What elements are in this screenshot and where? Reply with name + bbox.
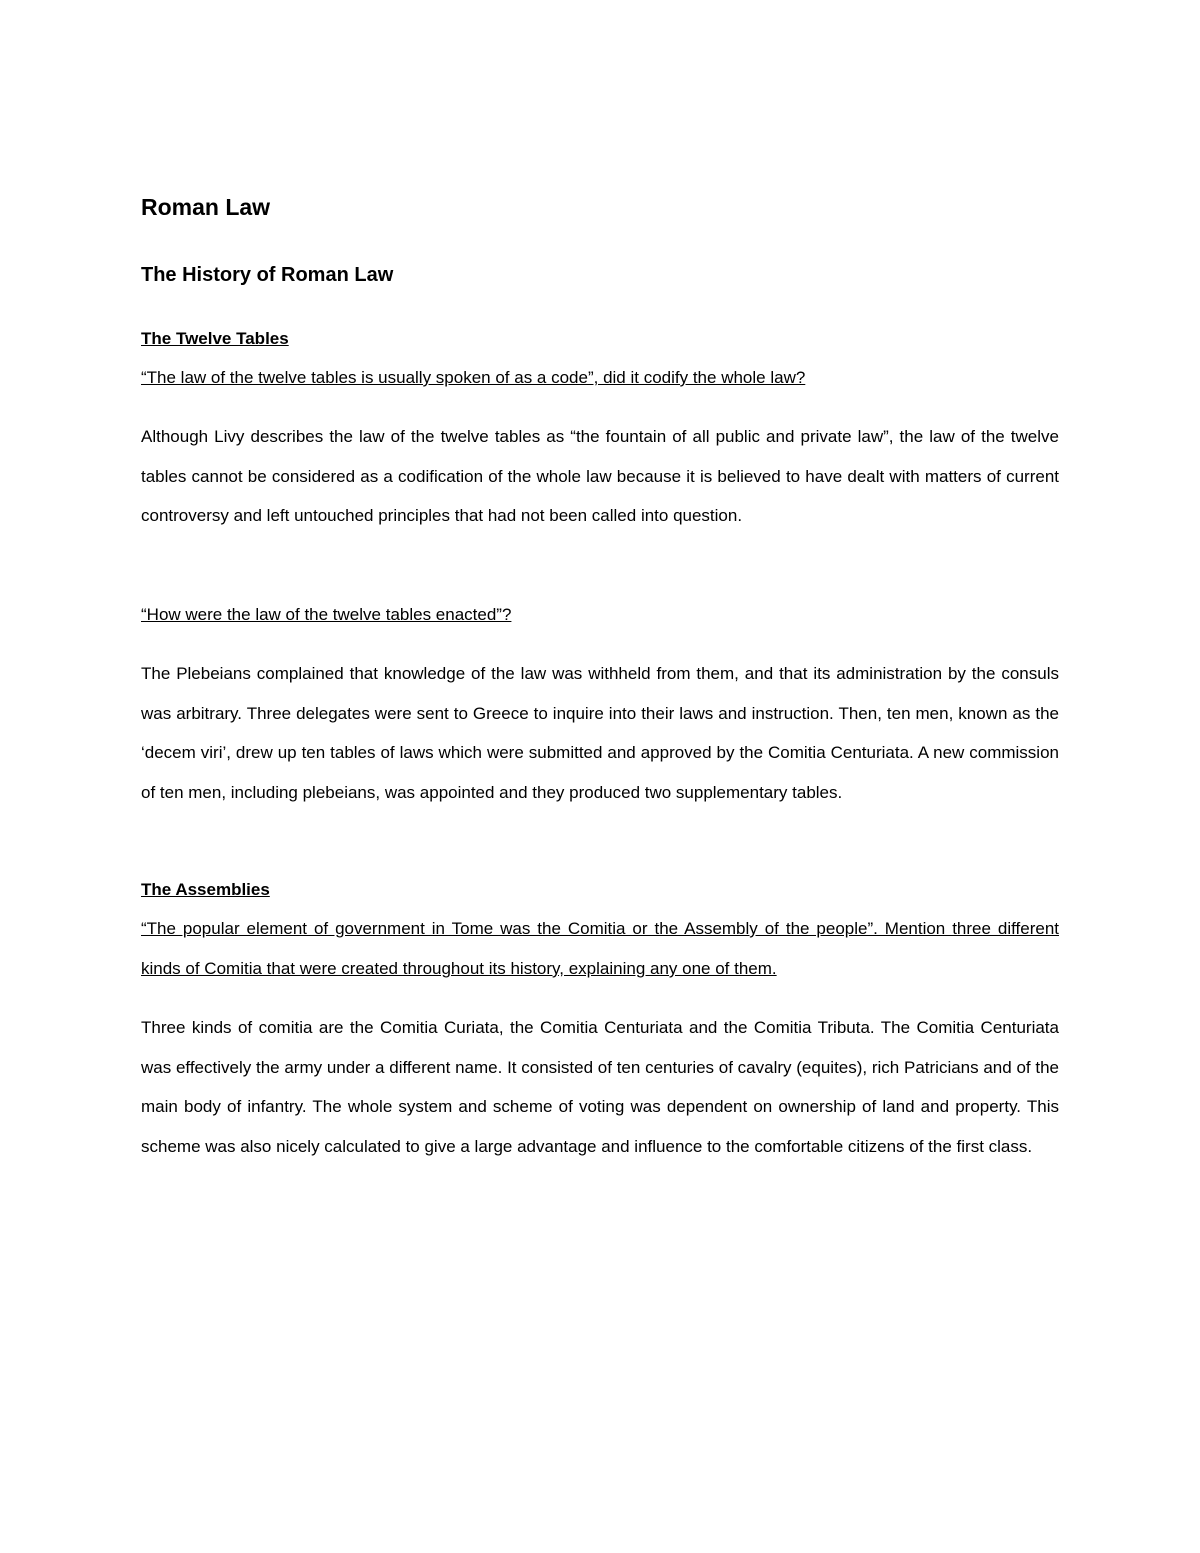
question-codify-whole-law: “The law of the twelve tables is usually spoken of as a code”, did it codify the whole law? [141,368,806,387]
document-title: Roman Law [141,194,271,220]
answer-codify-whole-law: Although Livy describes the law of the twelve tables as “the fountain of all public and private law”, the law of the twelve tables cannot be considered as a codification of the whole law because it is believed to have dealt with matters of current controversy and left untouched principles that had not been called into question. [141,427,1059,525]
section-heading-twelve-tables: The Twelve Tables [141,329,289,348]
answer-kinds-of-comitia: Three kinds of comitia are the Comitia Curiata, the Comitia Centuriata and the Comitia Tributa. The Comitia Centuriata was effectively the army under a different name. It consisted of ten centuries of cavalry (equites), rich Patricians and of the main body of infantry. The whole system and scheme of voting was dependent on ownership of land and property. This scheme was also nicely calculated to give a large advantage and influence to the comfortable citizens of the first class. [141,1018,1059,1156]
question-how-enacted: “How were the law of the twelve tables enacted”? [141,605,512,624]
answer-how-enacted: The Plebeians complained that knowledge of the law was withheld from them, and that its administration by the consuls was arbitrary. Three delegates were sent to Greece to inquire into their laws and instruction. Then, ten men, known as the ‘decem viri’, drew up ten tables of laws which were submitted and approved by the Comitia Centuriata. A new commission of ten men, including plebeians, was appointed and they produced two supplementary tables. [141,664,1059,802]
question-kinds-of-comitia: “The popular element of government in Tome was the Comitia or the Assembly of the people”. Mention three different kinds of Comitia that were created throughout its history, explaining any one of them. [141,919,1059,978]
document-subtitle: The History of Roman Law [141,264,394,286]
section-heading-assemblies: The Assemblies [141,880,270,899]
